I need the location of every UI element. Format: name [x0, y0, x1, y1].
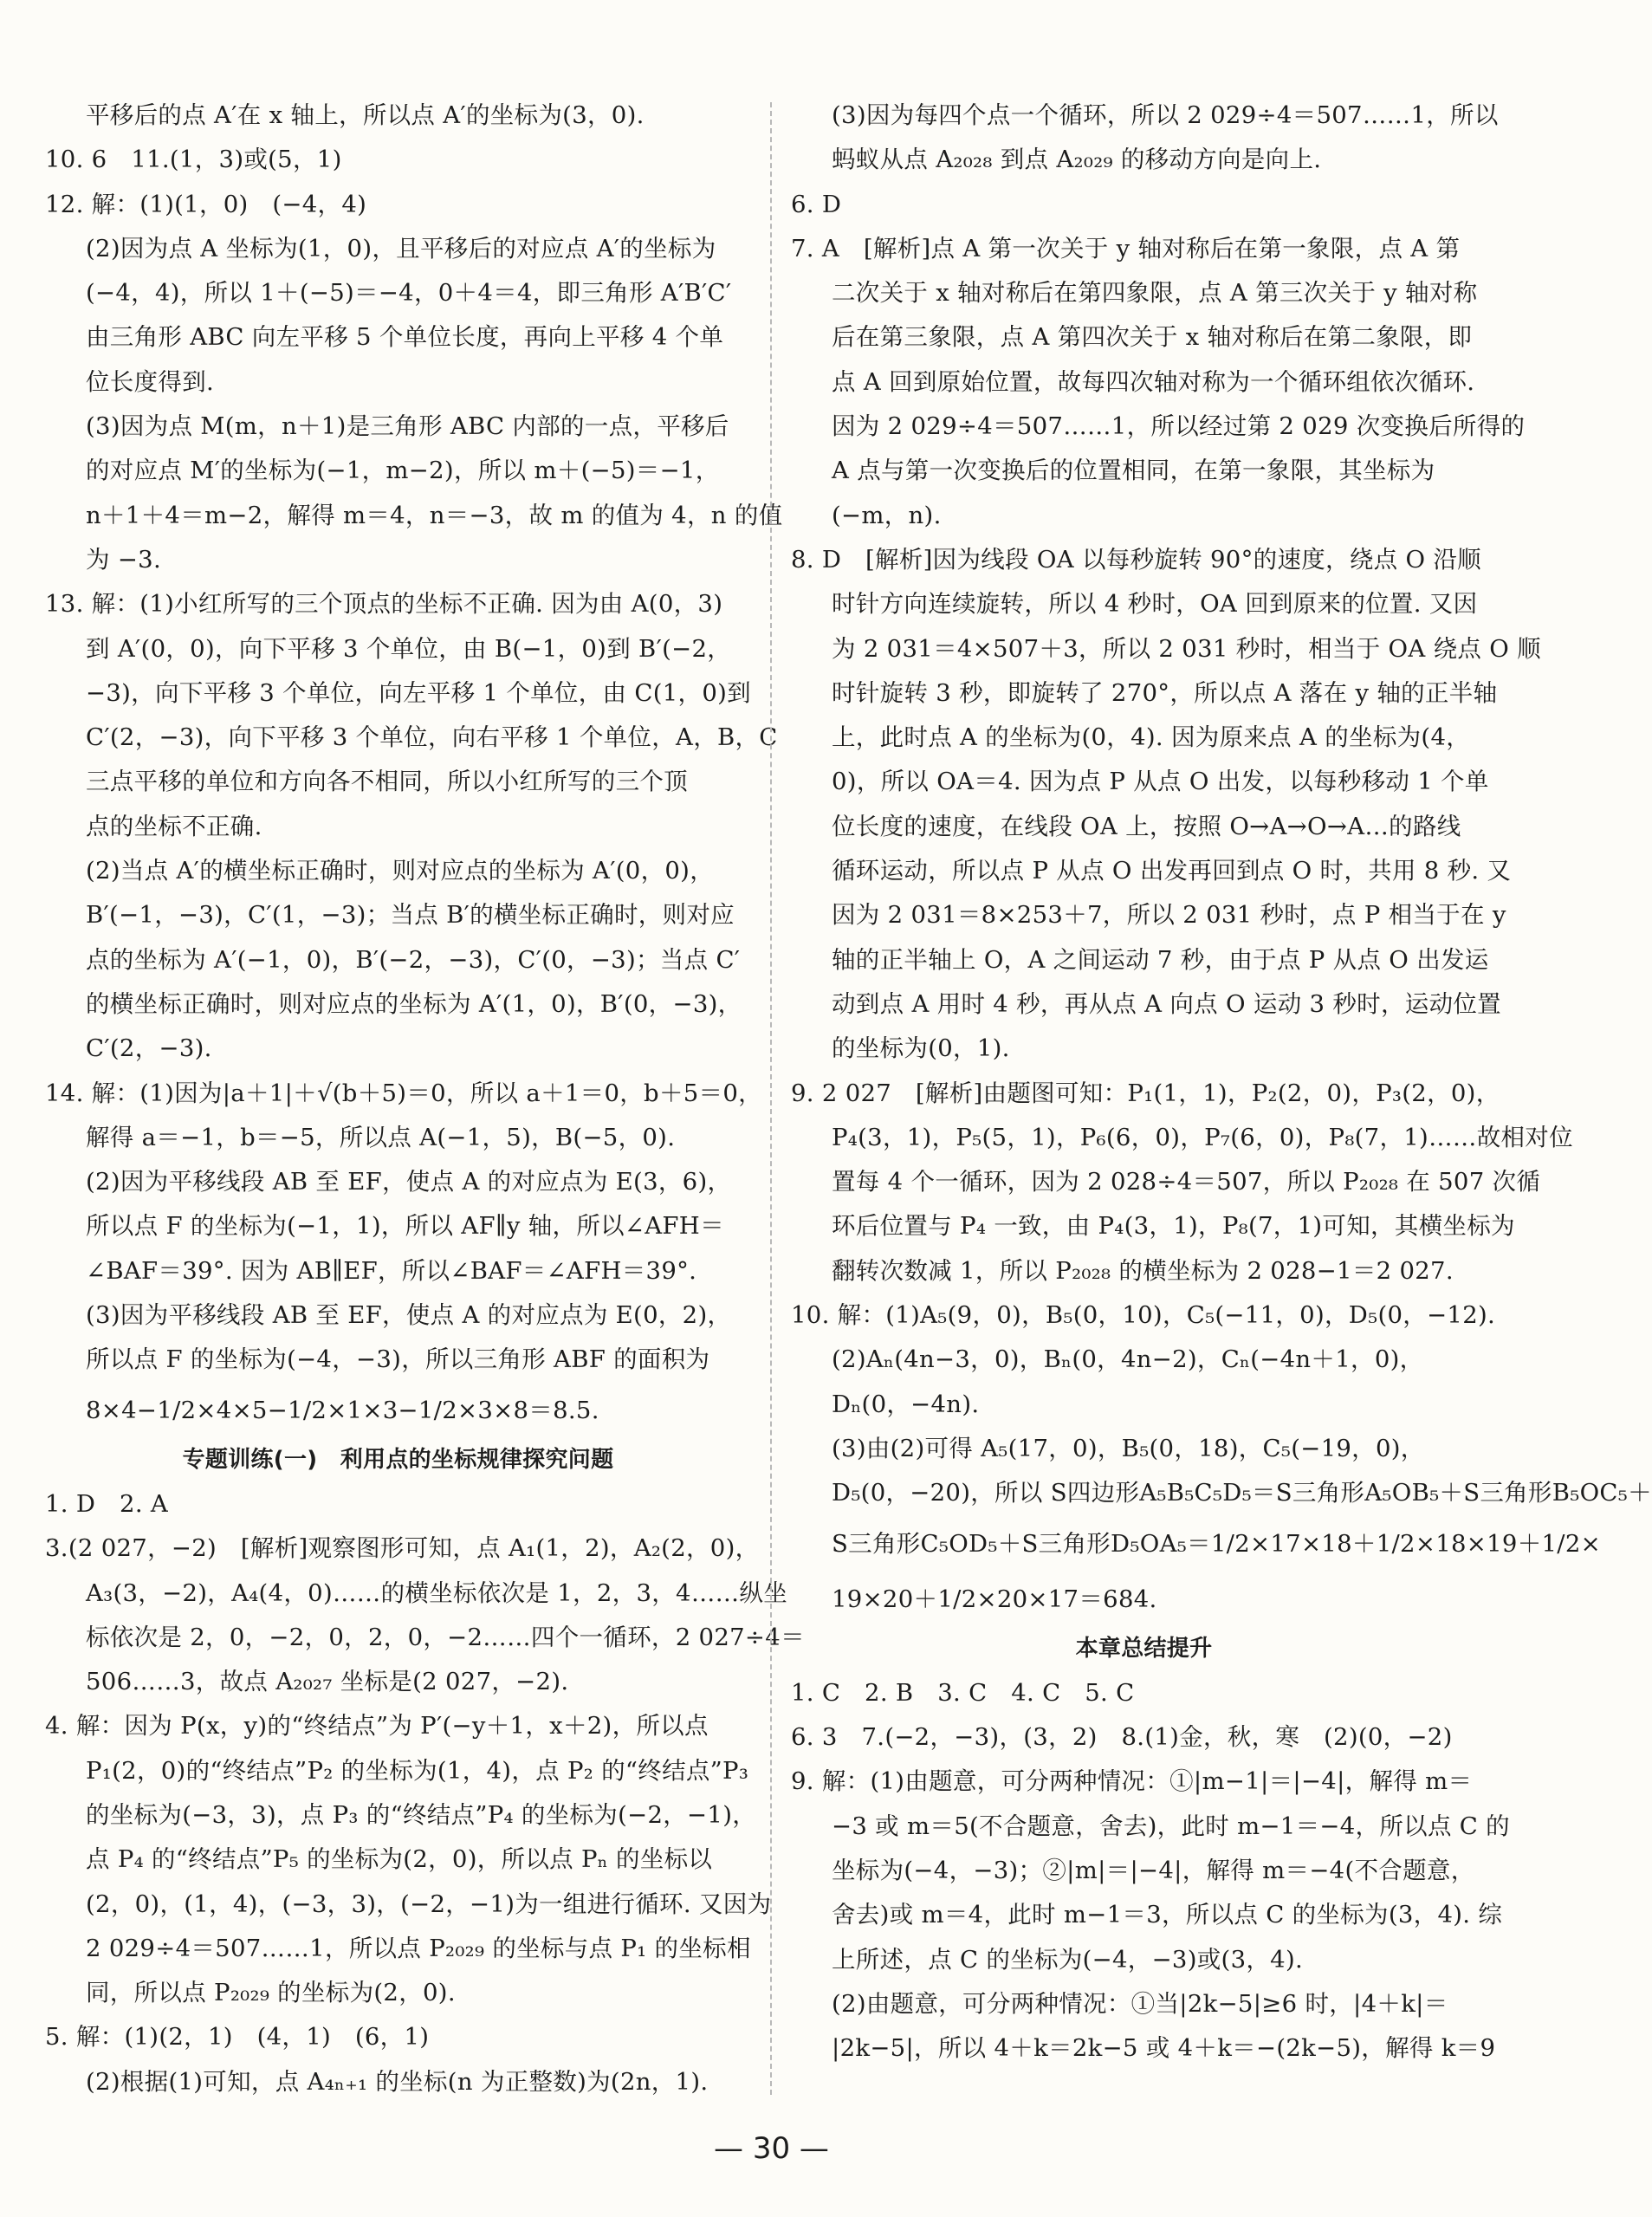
- answer-line: −3 或 m＝5(不合题意，舍去)，此时 m−1＝−4，所以点 C 的: [832, 1812, 1510, 1840]
- answer-line: (2)根据(1)可知，点 A₄ₙ₊₁ 的坐标(n 为正整数)为(2n，1).: [86, 2067, 709, 2096]
- answer-line: n＋1＋4＝m−2，解得 m＝4，n＝−3，故 m 的值为 4，n 的值: [86, 501, 783, 529]
- answer-line: 因为 2 029÷4＝507……1，所以经过第 2 029 次变换后所得的: [832, 412, 1526, 441]
- question-answer-start: 12. 解：(1)(1，0) (−4，4): [45, 190, 367, 218]
- answer-line: 为 −3.: [86, 545, 162, 574]
- answer-line: (2)Aₙ(4n−3，0)，Bₙ(0，4n−2)，Cₙ(−4n＋1，0)，: [832, 1345, 1424, 1374]
- answer-line: 轴的正半轴上 O，A 之间运动 7 秒，由于点 P 从点 O 出发运: [832, 945, 1489, 974]
- page-number: — 30 —: [714, 2131, 829, 2166]
- answer-line: (2)因为点 A 坐标为(1，0)，且平移后的对应点 A′的坐标为: [86, 234, 716, 263]
- answer-line: P₁(2，0)的“终结点”P₂ 的坐标为(1，4)，点 P₂ 的“终结点”P₃: [86, 1756, 749, 1785]
- answer-line: 循环运动，所以点 P 从点 O 出发再回到点 O 时，共用 8 秒. 又: [832, 857, 1512, 885]
- answer-line: C′(2，−3).: [86, 1034, 212, 1063]
- answer-line: 为 2 031＝4×507＋3，所以 2 031 秒时，相当于 OA 绕点 O 顺: [832, 634, 1541, 663]
- left-column: [45, 94, 805, 2104]
- answer-line: C′(2，−3)，向下平移 3 个单位，向右平移 1 个单位，A，B，C: [86, 723, 778, 752]
- answer-line: 解得 a＝−1，b＝−5，所以点 A(−1，5)，B(−5，0).: [86, 1123, 676, 1151]
- answer-line: P₄(3，1)，P₅(5，1)，P₆(6，0)，P₇(6，0)，P₈(7，1)……故相对位: [832, 1123, 1573, 1151]
- answer-line: 点 A 回到原始位置，故每四次轴对称为一个循环组依次循环.: [832, 367, 1475, 396]
- answer-line: A 点与第一次变换后的位置相同，在第一象限，其坐标为: [832, 457, 1435, 485]
- question-answer-start: 10. 6 11.(1，3)或(5，1): [45, 146, 342, 174]
- answer-line: −3)，向下平移 3 个单位，向左平移 1 个单位，由 C(1，0)到: [86, 678, 751, 707]
- answer-line: D₅(0，−20)，所以 S四边形A₅B₅C₅D₅＝S三角形A₅OB₅＋S三角形B₅OC₅＋: [832, 1479, 1652, 1507]
- question-answer-start: 9. 解：(1)由题意，可分两种情况：①|m−1|＝|−4|，解得 m＝: [791, 1767, 1473, 1796]
- question-answer-start: 8. D [解析]因为线段 OA 以每秒旋转 90°的速度，绕点 O 沿顺: [791, 545, 1481, 574]
- answer-line: 点 P₄ 的“终结点”P₅ 的坐标为(2，0)，所以点 Pₙ 的坐标以: [86, 1845, 713, 1874]
- answer-line: (3)因为点 M(m，n＋1)是三角形 ABC 内部的一点，平移后: [86, 412, 729, 441]
- answer-line: B′(−1，−3)，C′(1，−3)；当点 B′的横坐标正确时，则对应: [86, 901, 735, 930]
- answer-line: Dₙ(0，−4n).: [832, 1390, 980, 1418]
- answer-line: 同，所以点 P₂₀₂₉ 的坐标为(2，0).: [86, 1979, 456, 2007]
- right-column: [791, 94, 1652, 2071]
- answer-line: 8×4−1/2×4×5−1/2×1×3−1/2×3×8＝8.5.: [86, 1396, 599, 1424]
- answer-line: 平移后的点 A′在 x 轴上，所以点 A′的坐标为(3，0).: [86, 101, 645, 129]
- answer-line: 时针方向连续旋转，所以 4 秒时，OA 回到原来的位置. 又因: [832, 590, 1478, 619]
- answer-line: 0)，所以 OA＝4. 因为点 P 从点 O 出发，以每秒移动 1 个单: [832, 768, 1489, 796]
- answer-line: 二次关于 x 轴对称后在第四象限，点 A 第三次关于 y 轴对称: [832, 279, 1478, 308]
- question-answer-start: 14. 解：(1)因为|a＋1|＋√(b＋5)＝0，所以 a＋1＝0，b＋5＝0，: [45, 1079, 762, 1107]
- question-answer-start: 3.(2 027，−2) [解析]观察图形可知，点 A₁(1，2)，A₂(2，0)，: [45, 1534, 760, 1563]
- answer-line: 的坐标为(−3，3)，点 P₃ 的“终结点”P₄ 的坐标为(−2，−1)，: [86, 1800, 757, 1829]
- question-answer-start: 5. 解：(1)(2，1) (4，1) (6，1): [45, 2023, 430, 2052]
- answer-line: 由三角形 ABC 向左平移 5 个单位长度，再向上平移 4 个单: [86, 323, 724, 352]
- answer-line: 置每 4 个一循环，因为 2 028÷4＝507，所以 P₂₀₂₈ 在 507 次循: [832, 1168, 1541, 1196]
- answer-line: 19×20＋1/2×20×17＝684.: [832, 1585, 1157, 1613]
- answer-line: A₃(3，−2)，A₄(4，0)……的横坐标依次是 1，2，3，4……纵坐: [86, 1578, 788, 1607]
- answer-line: 时针旋转 3 秒，即旋转了 270°，所以点 A 落在 y 轴的正半轴: [832, 678, 1498, 707]
- question-answer-start: 13. 解：(1)小红所写的三个顶点的坐标不正确. 因为由 A(0，3): [45, 590, 723, 619]
- answer-line: (2)因为平移线段 AB 至 EF，使点 A 的对应点为 E(3，6)，: [86, 1168, 732, 1196]
- answer-line: 到 A′(0，0)，向下平移 3 个单位，由 B(−1，0)到 B′(−2，: [86, 634, 732, 663]
- answer-line: 的坐标为(0，1).: [832, 1034, 1010, 1063]
- answer-line: 环后位置与 P₄ 一致，由 P₄(3，1)，P₈(7，1)可知，其横坐标为: [832, 1212, 1515, 1241]
- question-answer-start: 1. D 2. A: [45, 1489, 169, 1518]
- answer-line: (2)由题意，可分两种情况：①当|2k−5|≥6 时，|4＋k|＝: [832, 1989, 1448, 2018]
- answer-line: (3)因为每四个点一个循环，所以 2 029÷4＝507……1，所以: [832, 101, 1499, 129]
- answer-line: 2 029÷4＝507……1，所以点 P₂₀₂₉ 的坐标与点 P₁ 的坐标相: [86, 1934, 751, 1962]
- answer-line: 蚂蚁从点 A₂₀₂₈ 到点 A₂₀₂₉ 的移动方向是向上.: [832, 146, 1322, 174]
- question-answer-start: 1. C 2. B 3. C 4. C 5. C: [791, 1678, 1135, 1707]
- answer-line: 的横坐标正确时，则对应点的坐标为 A′(1，0)，B′(0，−3)，: [86, 989, 742, 1018]
- column-divider: [770, 102, 772, 2095]
- question-answer-start: 7. A [解析]点 A 第一次关于 y 轴对称后在第一象限，点 A 第: [791, 234, 1461, 263]
- answer-line: (3)因为平移线段 AB 至 EF，使点 A 的对应点为 E(0，2)，: [86, 1301, 732, 1330]
- answer-line: 所以点 F 的坐标为(−4，−3)，所以三角形 ABF 的面积为: [86, 1345, 710, 1374]
- answer-line: (3)由(2)可得 A₅(17，0)，B₅(0，18)，C₅(−19，0)，: [832, 1434, 1425, 1462]
- answer-line: 上，此时点 A 的坐标为(0，4). 因为原来点 A 的坐标为(4，: [832, 723, 1471, 752]
- answer-line: ∠BAF＝39°. 因为 AB∥EF，所以∠BAF＝∠AFH＝39°.: [86, 1256, 697, 1285]
- answer-line: 506……3，故点 A₂₀₂₇ 坐标是(2 027，−2).: [86, 1668, 569, 1696]
- answer-line: (−m，n).: [832, 501, 942, 529]
- question-answer-start: 10. 解：(1)A₅(9，0)，B₅(0，10)，C₅(−11，0)，D₅(0，−12).: [791, 1301, 1496, 1330]
- question-answer-start: 6. D: [791, 190, 842, 218]
- answer-line: 因为 2 031＝8×253＋7，所以 2 031 秒时，点 P 相当于在 y: [832, 901, 1506, 930]
- answer-line: 三点平移的单位和方向各不相同，所以小红所写的三个顶: [86, 768, 688, 796]
- answer-line: 翻转次数减 1，所以 P₂₀₂₈ 的横坐标为 2 028−1＝2 027.: [832, 1256, 1454, 1285]
- answer-line: 的对应点 M′的坐标为(−1，m−2)，所以 m＋(−5)＝−1，: [86, 457, 720, 485]
- answer-line: 舍去)或 m＝4，此时 m−1＝3，所以点 C 的坐标为(3，4). 综: [832, 1901, 1503, 1929]
- question-answer-start: 9. 2 027 [解析]由题图可知：P₁(1，1)，P₂(2，0)，P₃(2，0)，: [791, 1079, 1500, 1107]
- answer-line: |2k−5|，所以 4＋k＝2k−5 或 4＋k＝−(2k−5)，解得 k＝9: [832, 2034, 1496, 2063]
- section-heading: 专题训练(一) 利用点的坐标规律探究问题: [182, 1446, 614, 1473]
- answer-line: 后在第三象限，点 A 第四次关于 x 轴对称后在第二象限，即: [832, 323, 1473, 352]
- answer-line: 所以点 F 的坐标为(−1，1)，所以 AF∥y 轴，所以∠AFH＝: [86, 1212, 724, 1241]
- answer-line: 位长度的速度，在线段 OA 上，按照 O→A→O→A…的路线: [832, 812, 1461, 840]
- answer-line: 标依次是 2，0，−2，0，2，0，−2……四个一循环，2 027÷4＝: [86, 1623, 805, 1651]
- question-answer-start: 4. 解：因为 P(x，y)的“终结点”为 P′(−y＋1，x＋2)，所以点: [45, 1712, 709, 1741]
- answer-line: 动到点 A 用时 4 秒，再从点 A 向点 O 运动 3 秒时，运动位置: [832, 989, 1501, 1018]
- answer-line: (2，0)，(1，4)，(−3，3)，(−2，−1)为一组进行循环. 又因为: [86, 1890, 772, 1918]
- answer-line: S三角形C₅OD₅＋S三角形D₅OA₅＝1/2×17×18＋1/2×18×19＋1/2×: [832, 1529, 1602, 1558]
- answer-line: (2)当点 A′的横坐标正确时，则对应点的坐标为 A′(0，0)，: [86, 857, 714, 885]
- answer-line: 点的坐标不正确.: [86, 812, 262, 840]
- question-answer-start: 6. 3 7.(−2，−3)，(3，2) 8.(1)金，秋，寒 (2)(0，−2): [791, 1723, 1453, 1752]
- answer-line: 点的坐标为 A′(−1，0)，B′(−2，−3)，C′(0，−3)；当点 C′: [86, 945, 741, 974]
- answer-line: (−4，4)，所以 1＋(−5)＝−4，0＋4＝4，即三角形 A′B′C′: [86, 279, 732, 308]
- answer-line: 位长度得到.: [86, 367, 215, 396]
- answer-line: 坐标为(−4，−3)；②|m|＝|−4|，解得 m＝−4(不合题意，: [832, 1856, 1475, 1884]
- answer-line: 上所述，点 C 的坐标为(−4，−3)或(3，4).: [832, 1945, 1304, 1974]
- section-heading: 本章总结提升: [1075, 1635, 1213, 1662]
